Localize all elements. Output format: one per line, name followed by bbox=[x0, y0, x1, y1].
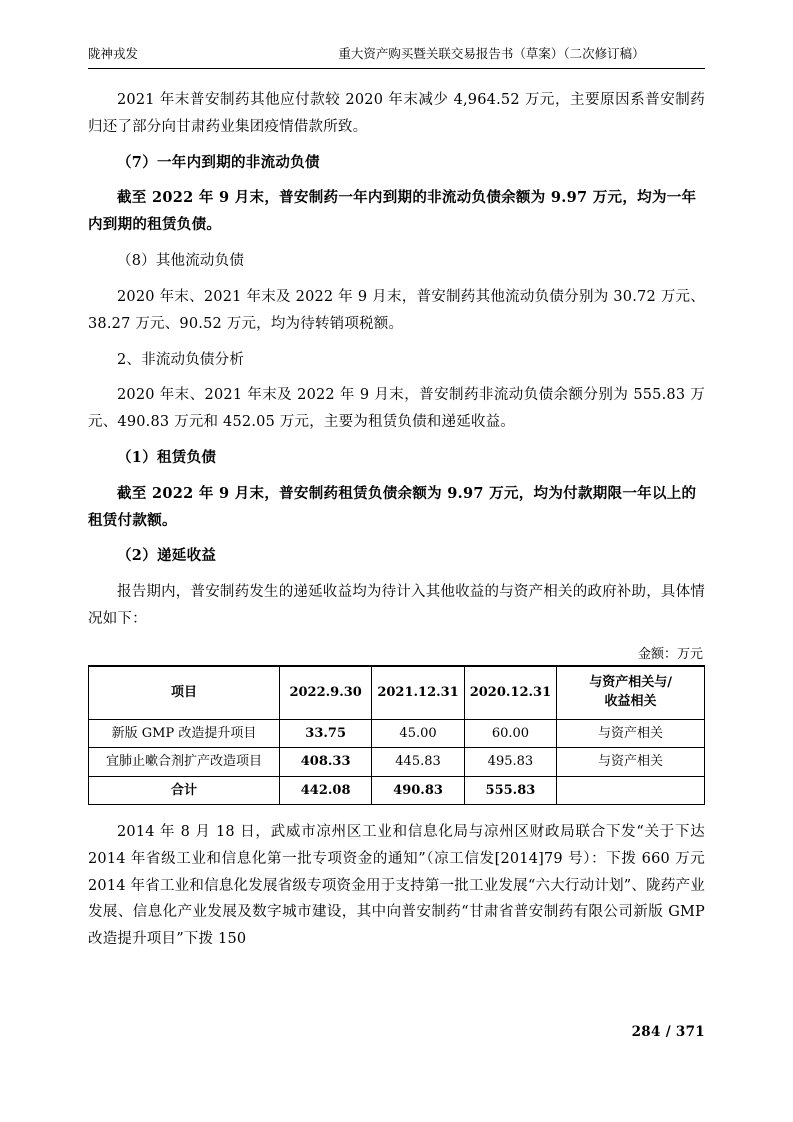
table-col-2020: 2020.12.31 bbox=[464, 666, 556, 719]
cell-total-2020: 555.83 bbox=[464, 776, 556, 805]
header-company-name: 陇神戎发 bbox=[88, 46, 139, 61]
paragraph-lease-liabilities: 截至 2022 年 9 月末，普安制药租赁负债余额为 9.97 万元，均为付款期限一年以上的租赁付款额。 bbox=[88, 484, 697, 529]
heading-1-lease-liabilities: （1）租赁负债 bbox=[117, 448, 217, 466]
header-document-title: 重大资产购买暨关联交易报告书（草案）（二次修订稿） bbox=[338, 46, 645, 61]
cell-2021: 445.83 bbox=[372, 748, 464, 777]
table-header-row bbox=[89, 666, 705, 719]
cell-total-relation bbox=[557, 776, 705, 805]
table-row bbox=[89, 719, 705, 748]
paragraph-deferred-income: 报告期内，普安制药发生的递延收益均为待计入其他收益的与资产相关的政府补助，具体情况如下： bbox=[88, 584, 705, 627]
table-header bbox=[89, 666, 705, 719]
cell-total-2022: 442.08 bbox=[279, 776, 371, 805]
table-row bbox=[89, 748, 705, 777]
paragraph-other-current-liabilities: 2020 年末、2021 年末及 2022 年 9 月末，普安制药其他流动负债分别为 30.72 万元、38.27 万元、90.52 万元，均为待转销项税额。 bbox=[88, 288, 705, 332]
paragraph-other-payables: 2021 年末普安制药其他应付款较 2020 年末减少 4,964.52 万元，主要原因系普安制药归还了部分向甘肃药业集团疫情借款所致。 bbox=[88, 92, 705, 135]
table-row-total bbox=[89, 776, 705, 805]
paragraph-government-subsidy: 2014 年 8 月 18 日，武威市凉州区工业和信息化局与凉州区财政局联合下发“关于下达 2014 年省级工业和信息化第一批专项资金的通知”（凉工信发[2014]79 号）：下拨 660 万元 2014 年省工业和信息化发展省级专项资金用于支持第一批工业发展“六大行动计划”、陇药产业发展、信息化产业发展及数字城市建设，其中向普安制药“甘肃省普安制药有限公司新版 GMP 改造提升项目”下拨 150 bbox=[88, 824, 705, 948]
paragraph-noncurrent-liability-balance: 2020 年末、2021 年末及 2022 年 9 月末，普安制药非流动负债余额分别为 555.83 万元、490.83 万元和 452.05 万元，主要为租赁负债和递延收益。 bbox=[88, 387, 705, 431]
table-col-item: 项目 bbox=[89, 666, 280, 719]
cell-2022: 408.33 bbox=[279, 748, 371, 777]
cell-total-label: 合计 bbox=[89, 776, 280, 805]
cell-2020: 495.83 bbox=[464, 748, 556, 777]
heading-8-other-current-liabilities: （8）其他流动负债 bbox=[117, 253, 245, 270]
deferred-income-table bbox=[88, 665, 705, 805]
table-col-relation-line1: 与资产相关与/ bbox=[589, 674, 672, 690]
cell-total-2021: 490.83 bbox=[372, 776, 464, 805]
header-divider bbox=[88, 68, 705, 69]
cell-item: 新版 GMP 改造提升项目 bbox=[89, 719, 280, 748]
table-body bbox=[89, 719, 705, 805]
page-number: 284 / 371 bbox=[631, 1024, 705, 1040]
table-col-2021: 2021.12.31 bbox=[372, 666, 464, 719]
cell-2022: 33.75 bbox=[279, 719, 371, 748]
cell-2020: 60.00 bbox=[464, 719, 556, 748]
page-content bbox=[88, 44, 705, 962]
heading-7-noncurrent-due-within-year: （7）一年内到期的非流动负债 bbox=[117, 153, 320, 171]
cell-relation: 与资产相关 bbox=[557, 719, 705, 748]
paragraph-noncurrent-due-within-year: 截至 2022 年 9 月末，普安制药一年内到期的非流动负债余额为 9.97 万元，均为一年内到期的租赁负债。 bbox=[88, 189, 697, 234]
table-col-relation bbox=[557, 666, 705, 719]
heading-2-deferred-income: （2）递延收益 bbox=[117, 547, 217, 565]
cell-2021: 45.00 bbox=[372, 719, 464, 748]
table-col-2022: 2022.9.30 bbox=[279, 666, 371, 719]
cell-item: 宜肺止嗽合剂扩产改造项目 bbox=[89, 748, 280, 777]
heading-2-noncurrent-liability-analysis: 2、非流动负债分析 bbox=[117, 351, 245, 368]
table-unit-note: 金额：万元 bbox=[637, 646, 703, 662]
table-col-relation-line2: 收益相关 bbox=[604, 693, 657, 709]
page-header bbox=[88, 44, 705, 68]
cell-relation: 与资产相关 bbox=[557, 748, 705, 777]
